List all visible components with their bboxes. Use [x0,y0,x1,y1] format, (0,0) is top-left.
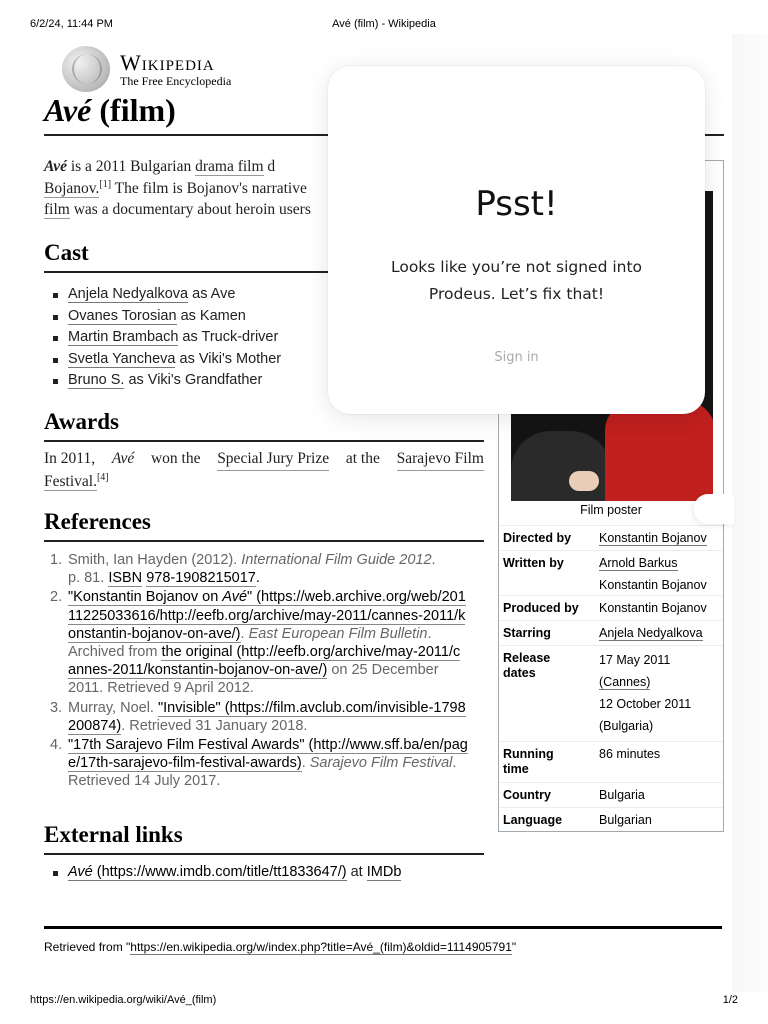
wikipedia-globe-icon [62,46,110,92]
archive-original-link[interactable]: annes-2011/konstantin-bojanov-on-ave/) [68,662,328,679]
reference-text: Retrieved 14 July 2017. [68,773,221,790]
heading-external-links: External links [44,822,183,847]
intro-text: d [263,158,276,175]
print-page-number: 1/2 [722,994,738,1006]
cast-actor-link[interactable]: Martin Brambach [68,329,179,345]
wikipedia-wordmark: Wikipedia [120,50,215,75]
reference-text: . [301,755,310,772]
page-title-italic: Avé [44,92,92,128]
references-list [50,551,486,791]
imdb-title-link[interactable] [68,864,347,881]
link-film[interactable]: film [44,201,70,218]
list-item [50,284,281,306]
infobox-row-running [499,741,723,782]
infobox-label: Written by [503,556,564,570]
poster-hand [569,471,599,491]
cast-role: as Viki's Grandfather [124,372,263,388]
starring-link[interactable]: Anjela Nedyalkova [599,626,703,640]
reference-text: . [431,552,436,568]
reference-text: . [427,625,432,642]
reference-text: . [452,755,457,772]
external-link-text: at [346,864,367,880]
producer-name: Konstantin Bojanov [599,601,707,615]
reference-text: Archived from [68,644,162,661]
cast-actor-link[interactable]: Bruno S. [68,372,125,388]
link-sarajevo-film-festival[interactable]: Sarajevo Film [397,448,484,471]
infobox-label: Directed by [503,531,572,545]
reference-link-text: "Konstantin Bojanov on [68,589,223,606]
reference-title: International Film Guide 2012 [241,552,432,568]
reference-number: 2. [50,589,63,606]
heading-cast: Cast [44,240,89,265]
reference-text: . [255,570,260,587]
heading-references-rule [44,540,484,542]
intro-text: was a documentary about heroin users [69,201,311,218]
reference-link[interactable]: 200874) [68,717,122,734]
reference-item [50,551,486,587]
wikipedia-tagline: The Free Encyclopedia [120,74,232,88]
cast-role: as Kamen [176,307,246,324]
signin-popup [328,66,705,414]
infobox-label: Country [503,788,551,802]
running-time: 86 minutes [599,747,661,761]
list-item [50,370,281,392]
reference-link[interactable]: "17th Sarajevo Film Festival Awards" (http://www.sff.ba/en/pag [68,737,468,754]
cast-actor-link[interactable]: Anjela Nedyalkova [68,286,189,302]
sign-in-button[interactable]: Sign in [494,350,539,365]
infobox-row-produced [499,595,723,620]
reference-link-italic: Avé [222,589,248,606]
intro-text: is a 2011 Bulgarian [66,158,196,175]
imdb-link[interactable]: IMDb [366,864,402,880]
citation-1[interactable]: [1] [99,178,112,190]
infobox-row-directed [499,525,723,550]
reference-text: . Retrieved 31 January 2018. [121,717,308,734]
link-drama-film[interactable]: drama film [195,158,264,175]
cast-actor-link[interactable]: Ovanes Torosian [68,307,177,324]
heading-external-links-rule [44,853,484,855]
poster-figure-red [605,401,713,501]
cast-actor-link[interactable]: Svetla Yancheva [68,350,176,367]
reference-link[interactable]: onstantin-bojanov-on-ave/) [68,625,241,642]
awards-text: won the [150,450,201,467]
infobox-row-country [499,782,723,807]
extension-side-tab[interactable] [694,494,734,524]
cast-list [50,284,281,392]
permanent-link[interactable]: https://en.wikipedia.org/w/index.php?title=Avé_(film)&oldid=1114905791 [130,940,512,954]
infobox-label: Language [503,813,563,827]
reference-text: on 25 December [327,662,439,679]
external-links-list [50,864,401,880]
infobox-row-starring [499,620,723,645]
language-value: Bulgarian [599,813,652,827]
reference-text: p. 81. [68,570,109,587]
infobox-label: Release dates [503,651,551,680]
cannes-link[interactable]: (Cannes) [599,675,651,689]
reference-publisher: East European Film Bulletin [248,625,428,642]
country-value: Bulgaria [599,788,645,802]
print-datetime: 6/2/24, 11:44 PM [30,18,113,30]
archive-original-link[interactable]: the original (http://eefb.org/archive/may-2011/c [161,644,461,661]
extension-sidebar [732,34,768,992]
list-item [50,864,401,880]
external-film-name: Avé [68,864,93,880]
infobox-label: Running time [503,747,554,776]
reference-link[interactable]: "Invisible" (https://film.avclub.com/invisible-1798 [157,699,466,716]
release-date: 12 October 2011 [599,697,692,711]
cast-role: as Viki's Mother [175,350,282,367]
popup-title: Psst! [475,184,558,224]
reference-link[interactable]: 11225033616/http://eefb.org/archive/may-2011/cannes-2011/k [68,607,466,624]
intro-text: The film is Bojanov's narrative [111,179,307,197]
citation-4[interactable]: [4] [96,471,109,483]
infobox-label: Starring [503,626,551,640]
reference-number: 1. [50,552,63,568]
wikipedia-logo[interactable] [60,44,250,94]
list-item [50,349,281,371]
heading-awards: Awards [44,409,119,434]
heading-awards-rule [44,440,484,442]
external-link-url: (https://www.imdb.com/title/tt1833647/) [92,864,347,880]
print-url: https://en.wikipedia.org/wiki/Avé_(film) [30,994,217,1006]
heading-references: References [44,509,151,534]
isbn-number-link[interactable]: 978-1908215017 [146,570,256,587]
popup-message-line: Prodeus. Let’s fix that! [428,285,605,303]
reference-item [50,699,486,735]
retrieved-prefix: Retrieved from " [44,940,131,954]
page-title-rest: (film) [91,92,176,128]
retrieved-suffix: " [511,940,517,954]
list-item [50,306,281,328]
awards-paragraph [44,448,484,492]
writer-link[interactable]: Arnold Barkus [599,556,678,570]
infobox-row-release [499,645,723,741]
page-title [44,92,176,129]
infobox-row-language [499,807,723,832]
release-region: (Bulgaria) [599,719,654,733]
poster-figure-dark [511,431,611,501]
reference-text: Smith, Ian Hayden (2012). [68,552,242,568]
reference-link-text: " (https://web.archive.org/web/201 [247,589,466,606]
reference-link[interactable] [68,589,466,606]
reference-text: . [240,625,249,642]
list-item [50,327,281,349]
reference-link[interactable]: e/17th-sarajevo-film-festival-awards) [68,755,302,772]
reference-text: 2011. Retrieved 9 April 2012. [68,680,254,697]
reference-item [50,588,486,697]
reference-publisher: Sarajevo Film Festival [309,755,453,772]
reference-item [50,736,486,791]
intro-film-name: Avé [44,158,67,175]
link-bojanov[interactable]: Bojanov. [44,179,100,197]
retrieved-from [44,940,516,954]
awards-text: In 2011, [44,450,96,467]
cast-role: as Truck-driver [178,329,279,345]
writer-name: Konstantin Bojanov [599,578,707,592]
popup-message [328,254,705,308]
popup-message-line: Looks like you’re not signed into [390,258,643,276]
link-sarajevo-film-festival-cont[interactable]: Festival. [44,472,97,490]
awards-text: at the [345,450,380,467]
reference-number: 3. [50,699,63,716]
link-special-jury-prize[interactable]: Special Jury Prize [217,448,329,471]
footer-divider [44,926,722,929]
print-tab-title: Avé (film) - Wikipedia [332,18,436,30]
release-date: 17 May 2011 [599,653,671,667]
cast-role: as Ave [188,286,236,302]
infobox-label: Produced by [503,601,579,615]
infobox-row-written [499,550,723,595]
isbn-link[interactable]: ISBN [108,570,143,587]
director-link[interactable]: Konstantin Bojanov [599,531,707,545]
reference-number: 4. [50,737,63,754]
reference-text: Murray, Noel. [68,699,158,716]
awards-film-name: Avé [111,450,135,467]
poster-caption: Film poster [580,503,642,517]
